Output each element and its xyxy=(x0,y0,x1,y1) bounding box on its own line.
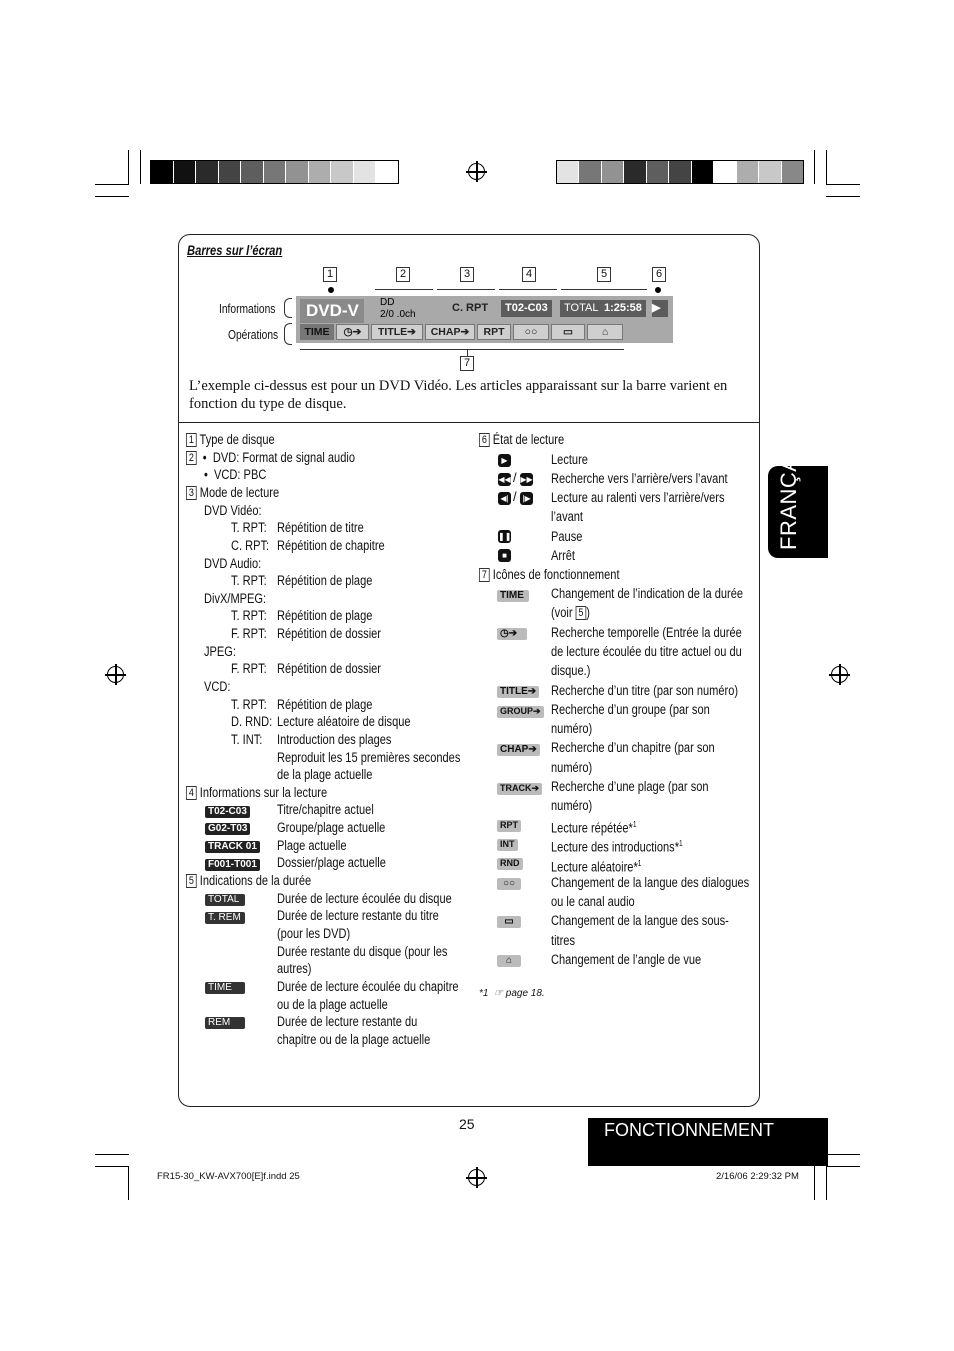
crop-mark xyxy=(826,150,827,184)
info-badge: F001-T001 xyxy=(205,859,260,871)
osd-label-informations: Informations xyxy=(219,302,276,316)
leader-line xyxy=(300,349,624,350)
track-info: T02-C03 xyxy=(501,300,552,317)
op-badge-chap: CHAP➔ xyxy=(497,744,540,756)
leader-line xyxy=(467,349,468,356)
op-desc: Changement de la langue des sous- xyxy=(551,913,729,928)
crop-mark xyxy=(826,1154,860,1155)
op-badge-track: TRACK➔ xyxy=(497,783,542,795)
op-badge-title: TITLE➔ xyxy=(497,686,539,698)
time-badge: REM xyxy=(205,1017,245,1029)
op-desc: Recherche d’un titre (par son numéro) xyxy=(551,683,739,698)
status-desc: Pause xyxy=(551,529,583,544)
info-desc: Dossier/plage actuelle xyxy=(277,855,386,870)
info-desc: Groupe/plage actuelle xyxy=(277,820,386,835)
total-time: 1:25:58 xyxy=(600,300,646,317)
op-desc: (voir 5 ) xyxy=(551,605,590,620)
op-chap: CHAP➔ xyxy=(425,324,475,340)
op-badge-time: TIME xyxy=(497,590,529,602)
mode-jpeg: JPEG: xyxy=(204,644,236,659)
mode-key: T. INT: xyxy=(231,732,263,747)
subtitle-icon: ▭ xyxy=(497,916,521,928)
onscreen-bar xyxy=(296,296,673,343)
section-title: Barres sur l’écran xyxy=(187,242,283,258)
op-badge-rnd: RND xyxy=(497,858,523,870)
color-bar-right xyxy=(556,160,804,184)
crop-mark xyxy=(826,196,860,197)
time-search-icon: ◷➔ xyxy=(497,628,527,640)
op-audio-icon: ○○ xyxy=(513,324,549,340)
registration-mark xyxy=(107,666,124,683)
print-info-right: 2/16/06 2:29:32 PM xyxy=(716,1171,799,1182)
callout-7: 7 xyxy=(460,356,474,371)
op-rpt: RPT xyxy=(477,324,511,340)
mode-desc: Introduction des plages xyxy=(277,732,392,747)
leader-line xyxy=(499,289,557,290)
time-badge: T. REM xyxy=(205,912,245,924)
mode-key: T. RPT: xyxy=(231,573,267,588)
status-desc: Recherche vers l’arrière/vers l’avant xyxy=(551,471,728,486)
op-desc: Changement de la langue des dialogues xyxy=(551,875,750,890)
op-desc: Recherche d’un chapitre (par son xyxy=(551,740,715,755)
rewind-icon: ◀◀ xyxy=(498,475,511,484)
mode-desc: Répétition de chapitre xyxy=(277,538,385,553)
op-desc: Lecture répétée*$^1$ xyxy=(551,820,637,836)
op-time: TIME xyxy=(300,324,334,340)
op-badge-group: GROUP➔ xyxy=(497,706,544,718)
callout-4: 4 xyxy=(522,267,536,282)
item-1: 1 Type de disque xyxy=(186,431,275,449)
op-desc: Changement de l’indication de la durée xyxy=(551,586,744,601)
mode-key: T. RPT: xyxy=(231,697,267,712)
op-desc: numéro) xyxy=(551,798,593,813)
stop-icon: ■ xyxy=(498,549,511,562)
mode-desc: Répétition de plage xyxy=(277,608,373,623)
mode-desc: Lecture aléatoire de disque xyxy=(277,714,411,729)
op-desc: disque.) xyxy=(551,663,591,678)
info-desc: Plage actuelle xyxy=(277,838,347,853)
play-icon: ▶ xyxy=(652,300,668,317)
item-2b: • VCD: PBC xyxy=(204,467,267,482)
op-angle-icon: ⌂ xyxy=(587,324,623,340)
op-time-search-icon: ◷➔ xyxy=(336,324,369,340)
registration-mark xyxy=(831,666,848,683)
op-desc: Lecture aléatoire*$^1$ xyxy=(551,859,642,875)
leader-line xyxy=(375,289,433,290)
op-desc: Lecture des introductions*$^1$ xyxy=(551,839,683,855)
status-desc: Lecture xyxy=(551,452,588,467)
mode-key: T. RPT: xyxy=(231,608,267,623)
mode-desc: Répétition de plage xyxy=(277,573,373,588)
info-badge: TRACK 01 xyxy=(205,841,260,853)
op-desc: numéro) xyxy=(551,760,593,775)
mode-desc: Répétition de titre xyxy=(277,520,364,535)
pause-icon: ❚❚ xyxy=(498,532,512,541)
mode-desc: Reproduit les 15 premières secondes xyxy=(277,750,461,765)
op-title: TITLE➔ xyxy=(371,324,423,340)
time-desc: Durée de lecture écoulée du disque xyxy=(277,891,452,906)
crop-mark xyxy=(128,1166,129,1200)
crop-mark xyxy=(826,1166,860,1167)
crop-mark xyxy=(95,1166,129,1167)
info-badge: G02-T03 xyxy=(205,823,250,835)
mode-vcd: VCD: xyxy=(204,679,231,694)
item-7: 7 Icônes de fonctionnement xyxy=(479,566,620,584)
time-desc: chapitre ou de la plage actuelle xyxy=(277,1032,431,1047)
item-4: 4 Informations sur la lecture xyxy=(186,784,327,802)
time-desc: Durée de lecture restante du titre xyxy=(277,908,439,923)
section-tab: FONCTIONNEMENT xyxy=(588,1118,828,1166)
status-desc: Arrêt xyxy=(551,548,575,563)
bracket xyxy=(284,298,292,318)
info-badge: T02-C03 xyxy=(205,806,250,818)
fast-forward-icon: ▶▶ xyxy=(520,475,533,484)
crop-mark xyxy=(826,184,860,185)
status-desc: l’avant xyxy=(551,509,584,524)
op-desc: titres xyxy=(551,933,575,948)
slow-forward-icon: |▶ xyxy=(520,492,533,505)
crop-mark xyxy=(814,150,815,184)
mode-desc: Répétition de plage xyxy=(277,697,373,712)
mode-dvdv: DVD Vidéo: xyxy=(204,503,262,518)
time-desc: Durée restante du disque (pour les xyxy=(277,944,448,959)
op-desc: Recherche temporelle (Entrée la durée xyxy=(551,625,742,640)
callout-2: 2 xyxy=(396,267,410,282)
mode-key: F. RPT: xyxy=(231,661,267,676)
info-desc: Titre/chapitre actuel xyxy=(277,802,374,817)
registration-mark xyxy=(468,1169,485,1186)
op-desc: numéro) xyxy=(551,721,593,736)
footnote: *1 ☞ page 18. xyxy=(479,988,545,999)
time-desc: autres) xyxy=(277,961,312,976)
op-subtitle-icon: ▭ xyxy=(551,324,585,340)
crop-mark xyxy=(95,196,129,197)
op-badge-int: INT xyxy=(497,839,518,851)
registration-mark xyxy=(468,163,485,180)
crop-mark xyxy=(826,1166,827,1200)
time-desc: ou de la plage actuelle xyxy=(277,997,388,1012)
time-desc: (pour les DVD) xyxy=(277,926,351,941)
intro-text: L’exemple ci-dessus est pour un DVD Vidéo. Les articles apparaissant sur la barre varient en fonction du type de disque. xyxy=(189,378,728,412)
item-3: 3 Mode de lecture xyxy=(186,484,279,502)
mode-dvda: DVD Audio: xyxy=(204,556,262,571)
mode-desc: Répétition de dossier xyxy=(277,661,381,676)
playback-mode: C. RPT xyxy=(452,302,489,314)
callout-1: 1 xyxy=(323,267,337,282)
mode-divx: DivX/MPEG: xyxy=(204,591,267,606)
total-label: TOTAL xyxy=(560,300,602,317)
osd-label-operations: Opérations xyxy=(228,328,279,342)
slow-reverse-icon: ◀| xyxy=(498,492,511,505)
mode-key: D. RND: xyxy=(231,714,273,729)
slash: / xyxy=(513,470,517,485)
item-5: 5 Indications de la durée xyxy=(186,872,311,890)
crop-mark xyxy=(128,150,129,184)
leader-dot xyxy=(328,287,334,293)
callout-3: 3 xyxy=(460,267,474,282)
play-icon: ▶ xyxy=(498,454,511,467)
op-badge-rpt: RPT xyxy=(497,820,521,832)
op-desc: Recherche d’une plage (par son xyxy=(551,779,709,794)
disc-type: DVD-V xyxy=(300,299,364,323)
audio-language-icon: ○○ xyxy=(497,878,521,890)
mode-key: F. RPT: xyxy=(231,626,267,641)
leader-dot xyxy=(655,287,661,293)
mode-key: C. RPT: xyxy=(231,538,270,553)
status-desc: Lecture au ralenti vers l’arrière/vers xyxy=(551,490,725,505)
audio-format: DD 2/0 .0ch xyxy=(380,297,416,320)
color-bar-left xyxy=(150,160,399,184)
op-desc: ou le canal audio xyxy=(551,894,635,909)
crop-mark xyxy=(95,184,129,185)
item-2: 2 • DVD: Format de signal audio xyxy=(186,449,355,467)
item-6: 6 État de lecture xyxy=(479,431,564,449)
leader-line xyxy=(561,289,647,290)
leader-line xyxy=(437,289,495,290)
crop-mark xyxy=(140,150,141,184)
page-number: 25 xyxy=(459,1116,475,1132)
callout-6: 6 xyxy=(652,267,666,282)
mode-desc: Répétition de dossier xyxy=(277,626,381,641)
mode-key: T. RPT: xyxy=(231,520,267,535)
crop-mark xyxy=(95,1154,129,1155)
crop-mark xyxy=(814,1166,815,1200)
op-desc: Changement de l’angle de vue xyxy=(551,952,702,967)
slash: / xyxy=(513,489,517,504)
mode-desc: de la plage actuelle xyxy=(277,767,373,782)
print-info-left: FR15-30_KW-AVX700[E]f.indd 25 xyxy=(157,1171,300,1182)
language-tab: FRANÇAIS xyxy=(768,466,828,558)
time-badge: TIME xyxy=(205,982,245,994)
op-desc: Recherche d’un groupe (par son xyxy=(551,702,710,717)
time-desc: Durée de lecture écoulée du chapitre xyxy=(277,979,459,994)
angle-icon: ⌂ xyxy=(497,955,521,967)
divider xyxy=(178,422,760,423)
time-badge: TOTAL xyxy=(205,894,245,906)
bracket xyxy=(284,323,292,345)
callout-5: 5 xyxy=(597,267,611,282)
op-desc: de lecture écoulée du titre actuel ou du xyxy=(551,644,742,659)
time-desc: Durée de lecture restante du xyxy=(277,1014,418,1029)
